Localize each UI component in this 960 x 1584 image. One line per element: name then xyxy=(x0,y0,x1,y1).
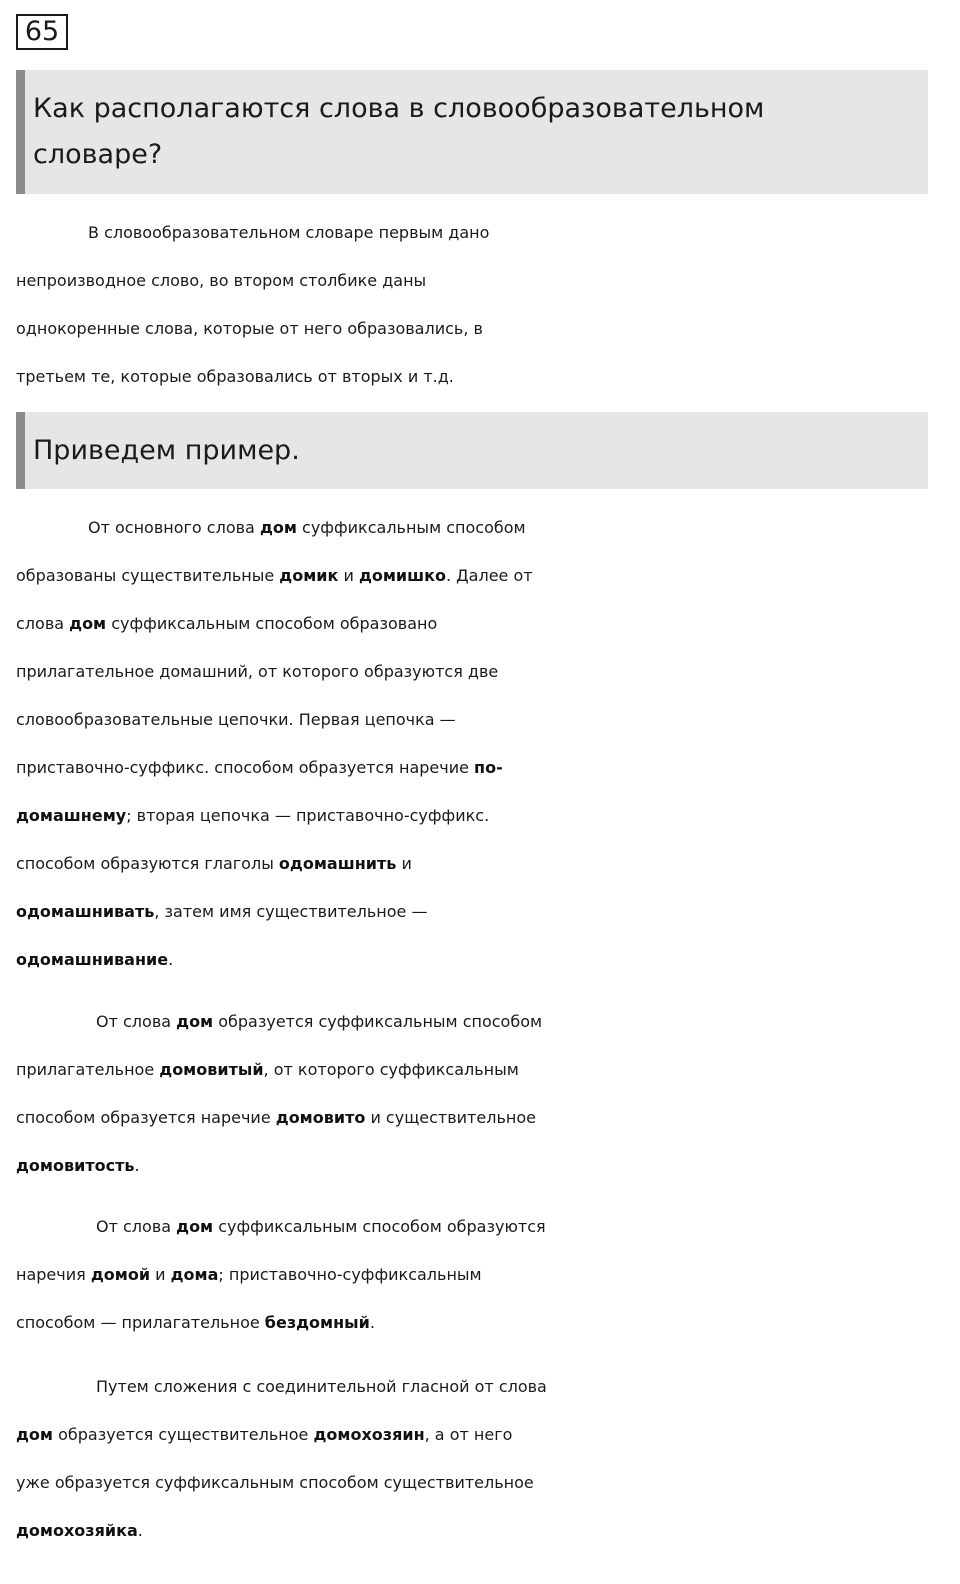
ex1-line-10: одомашнивание. xyxy=(16,950,174,969)
ex4-line-1: Путем сложения с соединительной гласной от слова xyxy=(96,1377,547,1396)
question-line-1: Как располагаются слова в словообразовательном xyxy=(33,93,765,124)
ex2-line-3: способом образуется наречие домовито и существительное xyxy=(16,1108,536,1127)
ex4-line-4: домохозяйка. xyxy=(16,1521,143,1540)
ex1-line-4: прилагательное домашний, от которого образуются две xyxy=(16,662,499,681)
ex1-line-3: слова дом суффиксальным способом образовано xyxy=(16,614,438,633)
ex4-line-3: уже образуется суффиксальным способом существительное xyxy=(16,1473,534,1492)
answer-paragraph xyxy=(16,209,946,401)
ex2-line-2: прилагательное домовитый, от которого суффиксальным xyxy=(16,1060,519,1079)
answer-line-3: однокоренные слова, которые от него образовались, в xyxy=(16,319,483,338)
example-paragraph-3 xyxy=(16,1203,946,1347)
ex3-line-2: наречия домой и дома; приставочно-суффиксальным xyxy=(16,1265,482,1284)
ex1-line-6: приставочно-суффикс. способом образуется наречие по- xyxy=(16,758,503,777)
ex1-line-8: способом образуются глаголы одомашнить и xyxy=(16,854,412,873)
ex2-line-1: От слова дом образуется суффиксальным способом xyxy=(96,1012,543,1031)
example-heading-box xyxy=(16,412,928,489)
ex1-line-7: домашнему; вторая цепочка — приставочно-суффикс. xyxy=(16,806,490,825)
page-number: 65 xyxy=(16,14,68,50)
ex1-line-2: образованы существительные домик и домишко. Далее от xyxy=(16,566,533,585)
answer-line-4: третьем те, которые образовались от вторых и т.д. xyxy=(16,367,454,386)
question-line-2: словаре? xyxy=(33,139,163,170)
answer-line-2: непроизводное слово, во втором столбике даны xyxy=(16,271,427,290)
example-heading: Приведем пример. xyxy=(33,435,300,466)
example-paragraph-1 xyxy=(16,504,946,984)
ex3-line-3: способом — прилагательное бездомный. xyxy=(16,1313,375,1332)
example-paragraph-4 xyxy=(16,1363,946,1555)
ex1-line-1: От основного слова дом суффиксальным способом xyxy=(88,518,526,537)
answer-line-1: В словообразовательном словаре первым дано xyxy=(88,223,490,242)
question-box xyxy=(16,70,928,194)
ex2-line-4: домовитость. xyxy=(16,1156,140,1175)
ex4-line-2: дом образуется существительное домохозяин, а от него xyxy=(16,1425,513,1444)
ex1-line-5: словообразовательные цепочки. Первая цепочка — xyxy=(16,710,456,729)
example-paragraph-2 xyxy=(16,998,946,1190)
ex1-line-9: одомашнивать, затем имя существительное — xyxy=(16,902,428,921)
ex3-line-1: От слова дом суффиксальным способом образуются xyxy=(96,1217,546,1236)
